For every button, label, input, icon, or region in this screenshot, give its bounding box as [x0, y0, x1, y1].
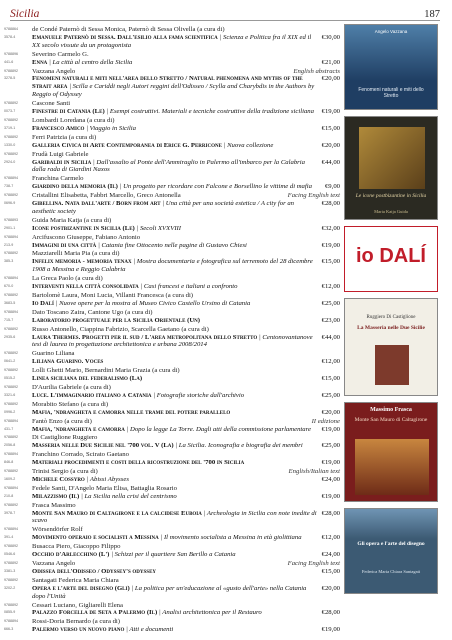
isbn-prefix: 9788892: [4, 351, 18, 356]
entry-subtitle: | Esempi costruttivi. Materiali e tecniche costruttive della tradizione siciliana: [104, 108, 314, 116]
entry-subtitle: | Fotografie storiche dall'archivio: [151, 391, 245, 399]
isbn-prefix: 9788892: [4, 368, 18, 373]
cover-author: Federica Maria Chiara Santagati: [361, 569, 421, 574]
entry-subtitle: | Casi francesi e italiani a confronto: [138, 283, 238, 291]
entry-title[interactable]: Francesco Amico: [32, 124, 85, 132]
entry-title[interactable]: Io Dalí: [32, 299, 54, 307]
isbn-suffix: 210-8: [4, 493, 14, 498]
isbn-prefix: 9788894: [4, 619, 18, 624]
entry-price: €28,00: [321, 609, 340, 617]
isbn-prefix: 9788892: [4, 134, 18, 139]
entry-author: Lolli Ghetti Mario, Bernardini Maria Grazia (a cura di): [32, 367, 180, 375]
entry-title[interactable]: Icone postbizantine in Sicilia (Le): [32, 224, 135, 232]
entry-price: €25,00: [321, 391, 340, 399]
entry-price: €20,00: [321, 75, 340, 83]
entry-title[interactable]: Movimento operaio e socialisti a Messina: [32, 534, 159, 542]
entry-author: Morabito Stefano (a cura di): [32, 400, 109, 408]
isbn-prefix: 9788892: [4, 561, 18, 565]
isbn-suffix: 738-7: [4, 184, 14, 189]
isbn-suffix: 3578-4: [4, 34, 16, 39]
entry-author: Dato Toscano Zaira, Cantone Ugo (a cura di): [32, 308, 153, 316]
cover-author: Angelo Vazzana: [374, 29, 408, 34]
entry-title[interactable]: Infelix memoria - memoria tenax: [32, 258, 132, 266]
entry-price: €24,00: [321, 551, 340, 559]
entry-author: Busacca Piero, Giacoppo Filippo: [32, 543, 121, 551]
entry-author: Fedele Santi, D'Angelo Maria Elisa, Battaglia Rosario: [32, 484, 177, 492]
cover-author: Ruggiero Di Castiglione: [366, 315, 416, 320]
entry-author: Franchino Corrado, Scirato Gaetano: [32, 451, 129, 459]
isbn-suffix: 3202-2: [4, 585, 16, 590]
entry-subtitle: | Nuova collezione: [221, 141, 274, 149]
catalog-entry: [4, 502, 340, 526]
entry-subtitle: | Analisi architettonica per il Restauro: [157, 609, 262, 617]
isbn-suffix: 3978-7: [4, 510, 16, 515]
entry-author: Guarino Liliana: [32, 350, 75, 358]
cover-title: io DALÍ: [356, 245, 426, 267]
isbn-prefix: 9788892: [4, 293, 18, 297]
entry-price: €20,00: [321, 408, 340, 416]
entry-subtitle: | Mostra documentaria e fotografica sul terremoto del 28 dicembre 1908 a Messina e Reggio Calabria: [32, 258, 313, 274]
entry-subtitle: | Archeologia in Sicilia con note inedite di scavo: [32, 509, 317, 525]
cover-title: Gli opera e l'arte del disegno: [357, 541, 425, 547]
catalog-entry: [4, 309, 340, 325]
isbn-prefix: 9788894: [4, 485, 18, 490]
entry-author: Severino Carmelo G.: [32, 50, 89, 58]
catalog-entry: [4, 134, 340, 150]
entry-price: €30,00: [321, 33, 340, 41]
entry-title[interactable]: Opera e l'arte del disegno (Gli): [32, 584, 130, 592]
isbn-suffix: 431-7: [4, 426, 14, 431]
cover-gallery: [344, 24, 440, 600]
entry-price: €19,00: [321, 492, 340, 500]
isbn-suffix: 666-3: [4, 627, 14, 632]
catalog-entry: [4, 275, 340, 291]
catalog-entry: [4, 468, 340, 484]
isbn-prefix: 9788894: [4, 276, 18, 281]
entry-title[interactable]: Gibellina. Nata dall'arte / Born from art: [32, 200, 161, 208]
isbn-prefix: 9788894: [4, 234, 18, 239]
entry-price: €25,00: [321, 442, 340, 450]
entry-subtitle: | Centonovantanove tesi di laurea in progettazione architettonica e urbana 2008/2014: [32, 333, 313, 349]
entry-author: Vazzana Angelo: [32, 67, 76, 75]
entry-tag: English/Italian text: [288, 468, 340, 476]
isbn-suffix: 3321-6: [4, 392, 16, 397]
entry-subtitle: | Catania fine Ottocento nelle pagine di Gustavo Chiesi: [96, 241, 247, 249]
entry-author: de Condé Paternò di Sessa Monica, Paternò di Sessa Olivella (a cura di): [32, 26, 225, 33]
isbn-suffix: 391-4: [4, 535, 14, 540]
entry-price: €20,00: [321, 141, 340, 149]
entry-price: €15,00: [321, 124, 340, 132]
page-number: 187: [424, 9, 440, 20]
entry-price: €9,00: [324, 183, 340, 191]
entry-author: Rossi-Doria Bernardo (a cura di): [32, 618, 121, 626]
entry-author: Cristallini Elisabetta, Fabbri Marcello, Greco Antonella: [32, 192, 181, 200]
entry-subtitle: | Scienza e Politica fra il XIX ed il XX secolo vissute da un protagonista: [32, 33, 312, 49]
entry-price: €15,00: [321, 567, 340, 575]
entry-title[interactable]: Masseria nelle Due Sicilie nel '700 vol. V (La): [32, 442, 174, 450]
entry-subtitle: | Schizzi per il quartiere San Berillo a Catania: [109, 551, 236, 559]
entry-author: Cessari Luciano, Gigliarelli Elena: [32, 601, 123, 609]
cover-title: La Masseria nelle Due Sicilie: [357, 325, 425, 331]
isbn-prefix: 9788892: [4, 469, 18, 474]
cover-author: Maria Katja Guida: [374, 209, 408, 214]
entry-subtitle: | La politica per un'educazione al «gusto dell'arte» nella Catania dopo l'Unità: [32, 584, 307, 600]
entry-title[interactable]: Michele Cossyro: [32, 475, 85, 483]
catalog-entry: [4, 485, 340, 501]
entry-price: €12,00: [321, 283, 340, 291]
entry-author: Ferri Patrizia (a cura di): [32, 133, 97, 141]
entry-subtitle: | Il movimento socialista a Messina in età giolittiana: [158, 534, 302, 542]
isbn-suffix: 2901-1: [4, 225, 16, 230]
isbn-suffix: 0996-2: [4, 409, 16, 414]
catalog-entry: [4, 560, 340, 576]
entry-title[interactable]: Liliana Guarino. Voces: [32, 358, 104, 366]
book-cover[interactable]: [344, 116, 438, 220]
entry-price: €12,00: [321, 534, 340, 542]
cover-title: Monte San Mauro di Caltagirone: [354, 417, 428, 423]
cover-author: Massimo Frasca: [370, 407, 412, 413]
isbn-suffix: 670-0: [4, 284, 14, 289]
entry-price: €44,00: [321, 333, 340, 341]
entry-author: Di Castiglione Ruggiero: [32, 434, 98, 442]
catalog-entry: [4, 234, 340, 250]
catalog-entry: [4, 175, 340, 191]
entry-price: €25,00: [321, 299, 340, 307]
isbn-prefix: 9788892: [4, 384, 18, 389]
entry-price: €19,00: [321, 241, 340, 249]
entry-title[interactable]: Garibaldi in Sicilia: [32, 158, 92, 166]
catalog-entry: [4, 602, 340, 618]
entry-tag: II edizione: [311, 417, 340, 425]
entry-author: Trinisi Sergio (a cura di): [32, 468, 98, 476]
isbn-suffix: 385-3: [4, 259, 14, 264]
isbn-suffix: 0641-2: [4, 359, 16, 364]
page-header: [10, 4, 440, 21]
isbn-prefix: 9788892: [4, 435, 18, 440]
entry-subtitle: | Una città per una società estetica / A city for an aesthetic society: [32, 200, 295, 215]
catalog-entry: [4, 418, 340, 434]
entry-author: Cascone Santi: [32, 100, 71, 108]
entry-subtitle: | La città al centro della Sicilia: [47, 58, 133, 66]
isbn-prefix: 9788892: [4, 502, 18, 507]
isbn-prefix: 9788864: [4, 27, 18, 31]
entry-title[interactable]: Galleria Civica di Arte Contemporanea di Erice G. Perricone: [32, 141, 222, 149]
entry-price: €19,00: [321, 108, 340, 116]
isbn-suffix: 3683-5: [4, 300, 16, 305]
entry-subtitle: | Viaggio in Sicilia: [84, 124, 136, 132]
isbn-prefix: 9788894: [4, 309, 18, 314]
entry-tag: Facing English text: [287, 560, 340, 567]
isbn-suffix: 3278-5: [4, 76, 16, 81]
entry-subtitle: | Abissi Abysses: [84, 475, 129, 483]
entry-title[interactable]: Luce. L'immaginario italiano a Catania: [32, 391, 152, 399]
entry-price: €28,00: [321, 509, 340, 517]
entry-subtitle: | La Sicilia nella crisi del centrismo: [79, 492, 177, 500]
entry-author: Guida Maria Katja (a cura di): [32, 216, 112, 224]
isbn-suffix: 441-6: [4, 59, 14, 64]
entry-title[interactable]: Laura Thermes. Progetti per il sud / L'area metropolitana dello Stretto: [32, 333, 258, 341]
catalog-entry: [4, 350, 340, 366]
book-cover[interactable]: [344, 402, 438, 502]
entry-title[interactable]: Odissea dell'Odisseo / Odyssey's odyssey: [32, 567, 157, 575]
isbn-suffix: 2056-8: [4, 443, 16, 448]
isbn-prefix: 9788892: [4, 151, 18, 156]
entry-author: Frudà Luigi Gabriele: [32, 150, 89, 158]
entry-title[interactable]: Laboratorio progettuale per la Sicilia Orientale (Un): [32, 316, 200, 324]
entry-price: €28,00: [321, 200, 340, 208]
entry-title[interactable]: Immagini di una città: [32, 241, 97, 249]
book-cover[interactable]: [344, 24, 438, 110]
catalog-entry: [4, 451, 340, 467]
isbn-prefix: 9788892: [4, 326, 18, 331]
isbn-suffix: 2924-0: [4, 159, 16, 164]
section-title: Sicilia: [10, 8, 40, 20]
entry-title[interactable]: Mafia, 'ndrangheta e camorra nelle trame del potere parallelo: [32, 408, 231, 416]
isbn-suffix: 3719-1: [4, 125, 16, 130]
catalog-entry: [4, 384, 340, 400]
entry-author: Vazzana Angelo: [32, 560, 76, 567]
entry-price: €19,00: [321, 459, 340, 467]
isbn-prefix: 9788894: [4, 176, 18, 181]
isbn-suffix: 715-7: [4, 317, 14, 322]
cover-title: Fenomeni naturali e miti dello Stretto: [358, 87, 424, 99]
entry-subtitle: | Dopo la legge La Torre. Dagli atti della commissione parlamentare: [124, 425, 311, 433]
entry-subtitle: | Scilla e Cariddi negli Autori reggini dell'Odisseo / Scylla and Charybdis in the Authors by Reggio of Odyssey: [32, 83, 315, 99]
entry-subtitle: | Secoli XVXVIII: [134, 224, 181, 232]
entry-title[interactable]: Finestre di Catania (Le): [32, 108, 105, 116]
catalog-entry: [4, 367, 340, 383]
entry-title[interactable]: Enna: [32, 58, 48, 66]
entry-author: Fantò Enzo (a cura di): [32, 417, 92, 425]
catalog-list: [4, 26, 340, 635]
book-cover[interactable]: [344, 226, 438, 292]
isbn-suffix: 213-9: [4, 242, 14, 247]
entry-author: Bartolomè Laura, Moni Lucia, Villanti Francesca (a cura di): [32, 292, 194, 299]
isbn-prefix: 9788896: [4, 51, 18, 56]
catalog-entry: [4, 217, 340, 233]
isbn-suffix: 0855-9: [4, 610, 16, 615]
entry-price: €32,00: [321, 224, 340, 232]
catalog-entry: [4, 68, 340, 100]
isbn-suffix: 1330-0: [4, 142, 16, 147]
entry-author: La Greca Paolo (a cura di): [32, 275, 103, 283]
catalog-entry: [4, 401, 340, 417]
entry-title[interactable]: Monte San Mauro di Caltagirone e la calcidese Euboia: [32, 509, 202, 517]
entry-price: €12,00: [321, 358, 340, 366]
entry-price: €15,00: [321, 258, 340, 266]
catalog-entry: [4, 100, 340, 116]
entry-title[interactable]: Fenomeni naturali e miti nell'area dello Stretto / Natural phenomena and myths of the Strait area: [32, 75, 303, 91]
entry-title[interactable]: Milazzismo (Il): [32, 492, 80, 500]
isbn-prefix: 9788893: [4, 217, 18, 222]
entry-subtitle: | Nuove opere per la mostra al Museo Civico Castello Ursino di Catania: [53, 299, 251, 307]
book-cover[interactable]: [344, 298, 438, 396]
isbn-prefix: 9788892: [4, 544, 18, 549]
book-cover[interactable]: [344, 508, 438, 594]
entry-tag: Facing English text: [287, 192, 340, 200]
isbn-prefix: 9788892: [4, 101, 18, 106]
entry-author: Santagati Federica Maria Chiara: [32, 576, 119, 584]
isbn-prefix: 9788892: [4, 68, 18, 73]
isbn-prefix: 9788892: [4, 401, 18, 406]
isbn-prefix: 9788892: [4, 193, 18, 198]
entry-price: €15,00: [321, 375, 340, 383]
isbn-suffix: 846-8: [4, 460, 14, 465]
catalog-entry: [4, 543, 340, 559]
catalog-entry: [4, 526, 340, 542]
entry-price: €21,00: [321, 58, 340, 66]
catalog-entry: [4, 577, 340, 601]
isbn-prefix: 9788894: [4, 452, 18, 457]
entry-author: Lombardi Loredana (a cura di): [32, 116, 115, 124]
entry-subtitle: | La Sicilia. Iconografia e biografia dei membri: [173, 442, 303, 450]
isbn-suffix: 1609-2: [4, 476, 16, 481]
entry-subtitle: | Atti e documenti: [124, 626, 174, 634]
entry-author: Franchina Carmelo: [32, 175, 84, 183]
entry-title[interactable]: Emanuele Paternò di Sessa. Dall'esilio alla fama scientifica: [32, 33, 218, 41]
isbn-prefix: 9788894: [4, 418, 18, 423]
catalog-entry: [4, 51, 340, 67]
catalog-entry: [4, 250, 340, 274]
entry-author: Russo Antonello, Ciappina Fabrizio, Scarcella Gaetano (a cura di): [32, 325, 209, 333]
cover-title: Le icone postbizantine in Sicilia: [355, 193, 427, 199]
entry-price: €24,00: [321, 475, 340, 483]
entry-author: Wörsendörfer Rolf: [32, 526, 83, 534]
isbn-prefix: 9788892: [4, 117, 18, 122]
entry-price: €19,00: [321, 626, 340, 634]
catalog-entry: [4, 26, 340, 50]
entry-price: €44,00: [321, 158, 340, 166]
entry-title[interactable]: Occhio d'Arlecchino (L'): [32, 551, 110, 559]
entry-author: Frasca Massimo: [32, 501, 76, 509]
isbn-suffix: 0546-6: [4, 552, 16, 557]
entry-title[interactable]: Palermo verso un nuovo piano: [32, 626, 125, 634]
isbn-suffix: 0073-7: [4, 109, 16, 114]
entry-subtitle: | Dall'assalto al Ponte dell'Ammiraglio in Palermo all'imbarco per la Calabria dalla rada di Giardini Naxos: [32, 158, 305, 174]
isbn-suffix: 2935-6: [4, 334, 16, 339]
catalog-entry: [4, 117, 340, 133]
entry-subtitle: | Un progetto per ricordare con Falcone e Borsellino le vittime di mafia: [117, 183, 312, 191]
entry-tag: English abstracts: [293, 67, 340, 75]
isbn-prefix: 9788894: [4, 527, 18, 532]
entry-title[interactable]: Materiali procedimenti e costi della ricostruzione del '700 in Sicilia: [32, 459, 245, 467]
isbn-prefix: 9788892: [4, 251, 18, 256]
entry-author: Mazziarelli Maria Pia (a cura di): [32, 250, 120, 258]
catalog-entry: [4, 618, 340, 634]
entry-price: €20,00: [321, 584, 340, 592]
catalog-entry: [4, 151, 340, 175]
entry-price: €19,00: [321, 425, 340, 433]
entry-title[interactable]: Interventi nella città consolidata: [32, 283, 139, 291]
catalog-entry: [4, 326, 340, 350]
catalog-entry: [4, 192, 340, 216]
entry-title[interactable]: Palazzo Forcella de Seta a Palermo (Il): [32, 609, 158, 617]
entry-title[interactable]: Giardino della memoria (Il): [32, 183, 118, 191]
isbn-suffix: 3381-3: [4, 568, 16, 573]
entry-author: Arcifuscono Giuseppe, Fabiano Antonio: [32, 233, 141, 241]
isbn-suffix: 0515-2: [4, 376, 16, 381]
isbn-prefix: 9788892: [4, 577, 18, 582]
entry-title[interactable]: Mafia, 'ndrangheta e camorra: [32, 425, 125, 433]
isbn-prefix: 9788892: [4, 602, 18, 607]
catalog-entry: [4, 434, 340, 450]
entry-title[interactable]: Linea siciliana del federalismo (La): [32, 375, 143, 383]
catalog-entry: [4, 292, 340, 308]
entry-author: D'Aurilia Gabriele (a cura di): [32, 383, 111, 391]
isbn-suffix: 0696-9: [4, 201, 16, 206]
entry-price: €23,00: [321, 316, 340, 324]
